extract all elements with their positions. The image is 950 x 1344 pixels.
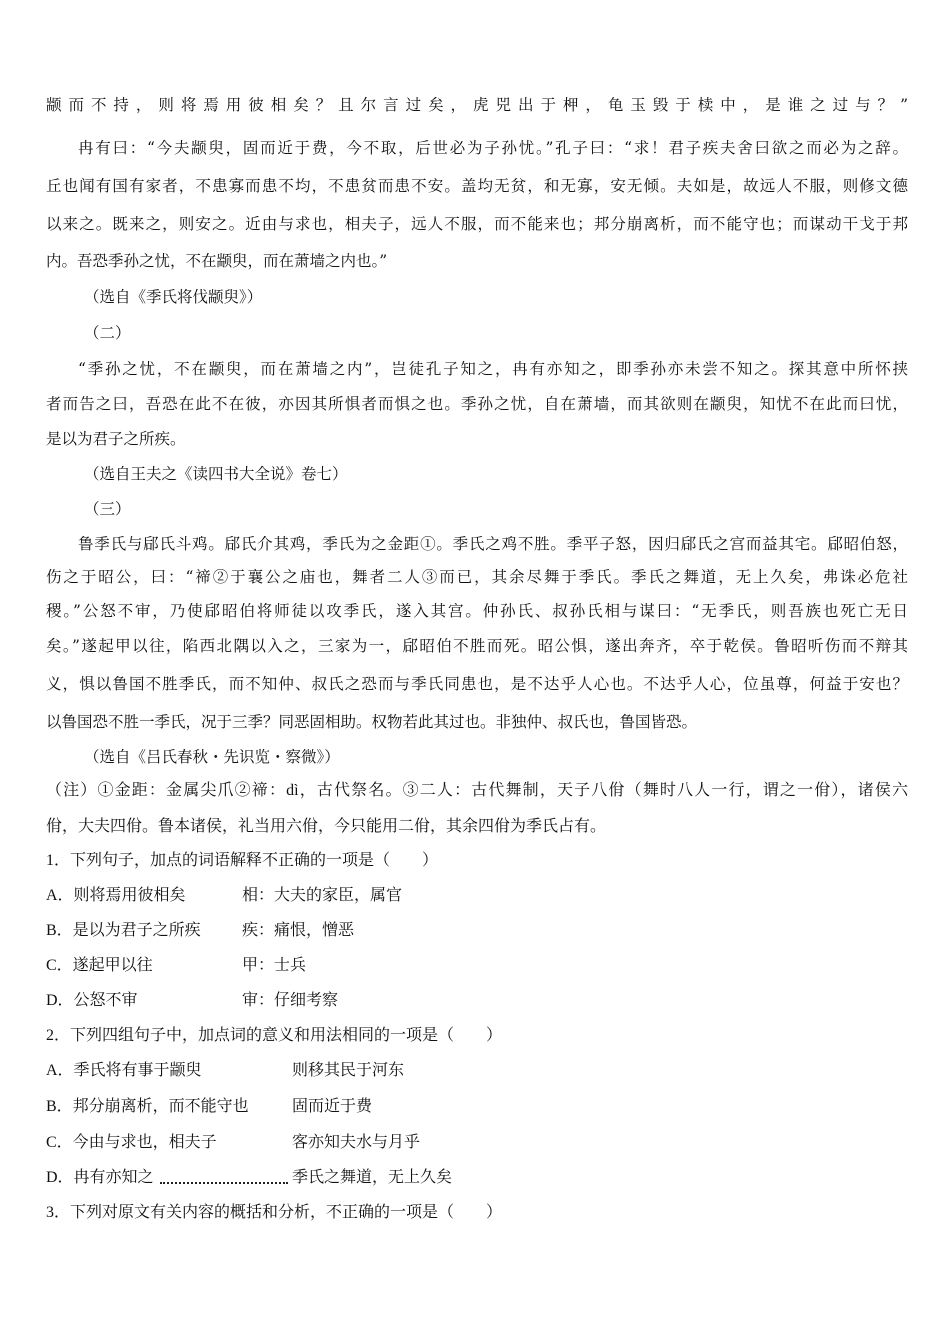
q2-option-d-compare: 季氏之舞道，无上久矣 <box>292 1169 453 1186</box>
dotted-emphasis-line <box>160 1182 288 1184</box>
question-1-stem: 1．下列句子，加点的词语解释不正确的一项是（ ） <box>46 852 439 869</box>
q2-option-c-compare: 客亦知夫水与月乎 <box>292 1134 421 1151</box>
question-3-stem: 3．下列对原文有关内容的概括和分析，不正确的一项是（ ） <box>46 1204 503 1221</box>
passage1-line: 颛而不持，则将焉用彼相矣？且尔言过矣，虎兕出于柙，龟玉毁于椟中，是谁之过与？” <box>46 96 908 114</box>
passage3-line: 稷。”公怒不审，乃使郈昭伯将师徒以攻季氏，遂入其宫。仲孙氏、叔孙氏相与谋曰：“无季氏，则吾族也死亡无日 <box>46 602 908 620</box>
passage2-label: （二） <box>84 324 131 342</box>
question-2-stem: 2．下列四组句子中，加点词的意义和用法相同的一项是（ ） <box>46 1027 503 1044</box>
q1-option-a-explain: 相：大夫的家臣，属官 <box>242 887 403 904</box>
passage3-line: 伤之于昭公，曰：“禘②于襄公之庙也，舞者二人③而已，其余尽舞于季氏。季氏之舞道，无上久矣，弗诛必危社 <box>46 568 908 586</box>
passage3-line: 鲁季氏与郈氏斗鸡。郈氏介其鸡，季氏为之金距①。季氏之鸡不胜。季平子怒，因归郈氏之宫而益其宅。郈昭伯怒， <box>78 535 908 553</box>
passage1-source: （选自《季氏将伐颛臾》） <box>84 288 263 306</box>
q1-option-d[interactable]: D．公怒不审 <box>46 992 138 1009</box>
notes-line: （注）①金距：金属尖爪②禘：dì，古代祭名。③二人：古代舞制，天子八佾（舞时八人一行，谓之一佾），诸侯六 <box>46 782 908 799</box>
passage2-source: （选自王夫之《读四书大全说》卷七） <box>84 465 348 483</box>
passage3-source: （选自《吕氏春秋・先识览・察微》） <box>84 748 340 766</box>
q1-option-b-explain: 疾：痛恨，憎恶 <box>242 922 355 939</box>
q2-option-b[interactable]: B．邦分崩离析，而不能守也 <box>46 1098 249 1115</box>
passage3-line: 矣。”遂起甲以往，陷西北隅以入之，三家为一，郈昭伯不胜而死。昭公惧，遂出奔齐，卒于乾侯。鲁昭听伤而不辩其 <box>46 637 908 655</box>
q2-option-d[interactable]: D．冉有亦知之 <box>46 1169 154 1186</box>
passage1-para-line: 以来之。既来之，则安之。近由与求也，相夫子，远人不服，而不能来也；邦分崩离析，而不能守也；而谋动干戈于邦 <box>46 215 908 233</box>
q1-option-c-explain: 甲：士兵 <box>242 957 307 974</box>
q1-option-c[interactable]: C．遂起甲以往 <box>46 957 153 974</box>
passage2-line: “季孙之忧，不在颛臾，而在萧墙之内”，岂徒孔子知之，冉有亦知之，即季孙亦未尝不知之。探其意中所怀挟 <box>78 360 908 378</box>
q2-option-c[interactable]: C．今由与求也，相夫子 <box>46 1134 217 1151</box>
passage1-para-line: 内。吾恐季孙之忧，不在颛臾，而在萧墙之内也。” <box>46 252 388 270</box>
q2-option-b-compare: 固而近于费 <box>292 1098 373 1115</box>
passage1-para-line: 丘也闻有国有家者，不患寡而患不均，不患贫而患不安。盖均无贫，和无寡，安无倾。夫如是，故远人不服，则修文德 <box>46 177 908 195</box>
notes-line: 佾，大夫四佾。鲁本诸侯，礼当用六佾，今只能用二佾，其余四佾为季氏占有。 <box>46 818 607 835</box>
q1-option-a[interactable]: A．则将焉用彼相矣 <box>46 887 186 904</box>
q1-option-b[interactable]: B．是以为君子之所疾 <box>46 922 201 939</box>
q2-option-a[interactable]: A．季氏将有事于颛臾 <box>46 1062 202 1079</box>
passage1-para-line: 冉有曰：“今夫颛臾，固而近于费，今不取，后世必为子孙忧。”孔子曰：“求！君子疾夫舍曰欲之而必为之辞。 <box>78 139 908 157</box>
passage2-line: 者而告之曰，吾恐在此不在彼，亦因其所惧者而惧之也。季孙之忧，自在萧墙，而其欲则在颛臾，知忧不在此而曰忧， <box>46 395 908 413</box>
q2-option-a-compare: 则移其民于河东 <box>292 1062 405 1079</box>
q1-option-d-explain: 审：仔细考察 <box>242 992 339 1009</box>
passage3-line: 义，惧以鲁国不胜季氏，而不知仲、叔氏之恐而与季氏同患也，是不达乎人心也。不达乎人心，位虽尊，何益于安也？ <box>46 675 908 693</box>
passage2-line: 是以为君子之所疾。 <box>46 430 186 448</box>
passage3-label: （三） <box>84 500 131 518</box>
passage3-line: 以鲁国恐不胜一季氏，况于三季？同恶固相助。权物若此其过也。非独仲、叔氏也，鲁国皆恐。 <box>46 713 698 731</box>
